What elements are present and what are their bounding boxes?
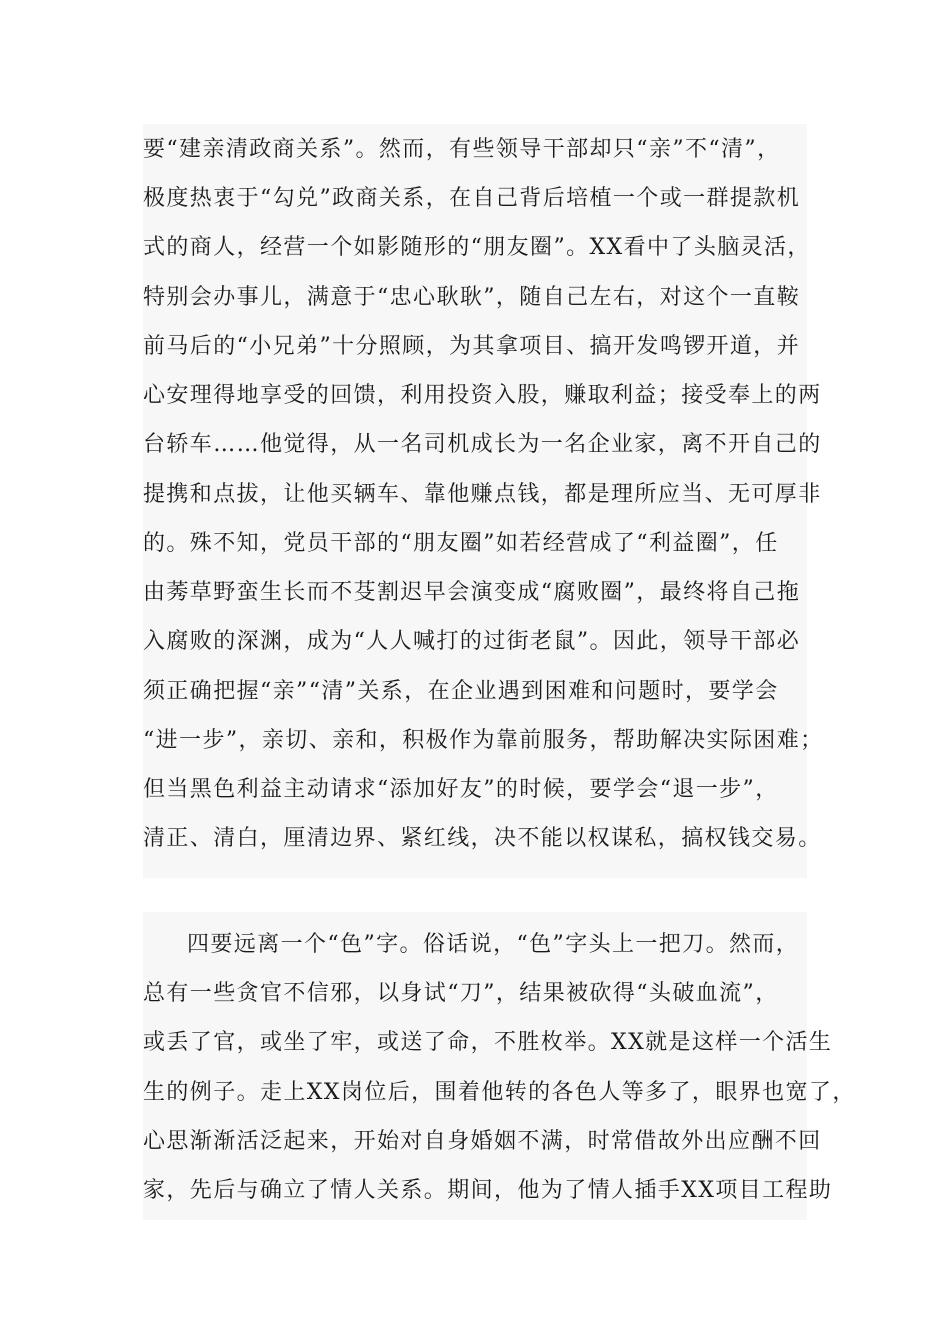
- paragraph-line: 前马后的“小兄弟”十分照顾，为其拿项目、搞开发鸣锣开道，并: [143, 334, 801, 359]
- paragraph-line: 要“建亲清政商关系”。然而，有些领导干部却只“亲”不“清”，: [143, 137, 781, 162]
- paragraph-line: 生的例子。走上XX岗位后，围着他转的各色人等多了，眼界也宽了，: [143, 1080, 856, 1105]
- paragraph-line: 家，先后与确立了情人关系。期间，他为了情人插手XX项目工程助: [143, 1178, 833, 1203]
- paragraph-block-2: [143, 912, 856, 1220]
- paragraph-line: 入腐败的深渊，成为“人人喊打的过街老鼠”。因此，领导干部必: [143, 629, 801, 654]
- paragraph-line: 须正确把握“亲”“清”关系，在企业遇到困难和问题时，要学会: [143, 679, 779, 704]
- paragraph-line: 提携和点拔，让他买辆车、靠他赚点钱，都是理所应当、无可厚非: [143, 482, 822, 507]
- paragraph-line: 由莠草野蛮生长而不芟割迟早会演变成“腐败圈”，最终将自己拖: [143, 580, 801, 605]
- paragraph-line: 总有一些贪官不信邪，以身试“刀”，结果被砍得“头破血流”，: [143, 981, 779, 1006]
- paragraph-first-line: 四要远离一个“色”字。俗话说，“色”字头上一把刀。然而，: [187, 932, 800, 957]
- paragraph-line: 的。殊不知，党员干部的“朋友圈”如若经营成了“利益圈”，任: [143, 531, 779, 556]
- paragraph-block-1: [143, 124, 824, 878]
- paragraph-line: 心思渐渐活泛起来，开始对自身婚姻不满，时常借故外出应酬不回: [143, 1129, 822, 1154]
- paragraph-line: 或丢了官，或坐了牢，或送了命，不胜枚举。XX就是这样一个活生: [143, 1030, 833, 1055]
- paragraph-line: 式的商人，经营一个如影随形的“朋友圈”。XX看中了头脑灵活，: [143, 235, 811, 260]
- paragraph-line: 心安理得地享受的回馈，利用投资入股，赚取利益；接受奉上的两: [143, 383, 822, 408]
- paragraph-line: 清正、清白，厘清边界、紧红线，决不能以权谋私，搞权钱交易。: [143, 826, 822, 851]
- paragraph-line: “进一步”，亲切、亲和，积极作为靠前服务，帮助解决实际困难；: [143, 728, 824, 753]
- paragraph-line: 极度热衷于“勾兑”政商关系，在自己背后培植一个或一群提款机: [143, 186, 801, 211]
- paragraph-line: 台轿车……他觉得，从一名司机成长为一名企业家，离不开自己的: [143, 432, 822, 457]
- paragraph-line: 特别会办事儿，满意于“忠心耿耿”，随自己左右，对这个一直鞍: [143, 285, 801, 310]
- paragraph-line: 但当黑色利益主动请求“添加好友”的时候，要学会“退一步”，: [143, 777, 779, 802]
